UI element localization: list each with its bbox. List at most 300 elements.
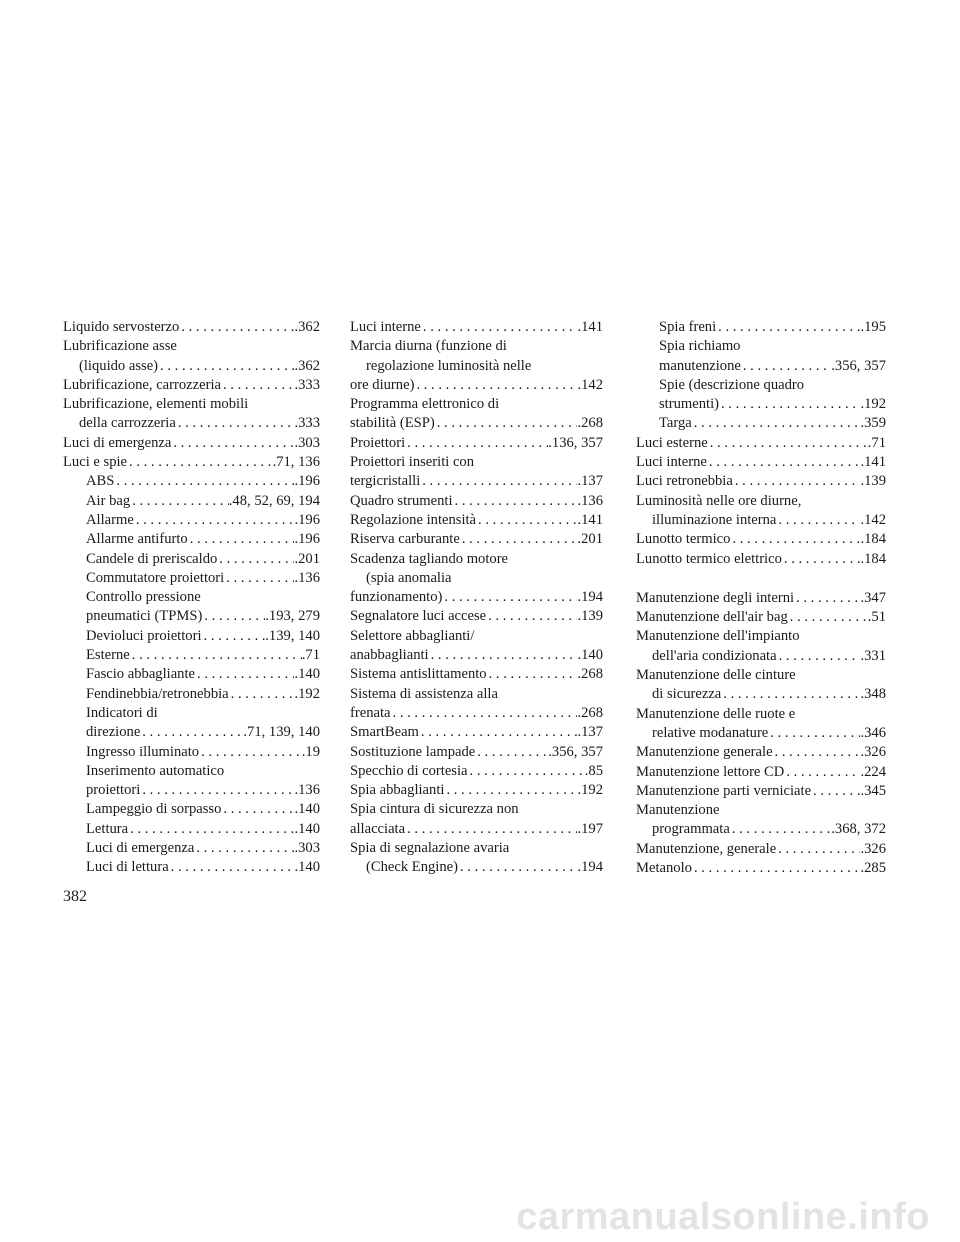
entry-line [636,434,886,453]
entry-line [350,820,603,839]
entry-line [636,840,886,859]
entry-line [63,357,320,376]
dot-leader [719,395,860,414]
entry-line [350,318,603,337]
dot-leader [442,588,577,607]
entry-term: pneumatici (TPMS) [86,608,203,625]
entry-term-line: Manutenzione delle ruote e [636,705,796,722]
entry-line [350,376,603,395]
entry-line [636,859,886,878]
page-reference: .140 [577,647,603,664]
index-subentry [636,376,886,415]
entry-term: Air bag [86,492,131,509]
entry-term-line: Scadenza tagliando motore [350,550,509,567]
entry-term: Allarme antifurto [86,531,188,548]
entry-line [86,511,320,530]
entry-line [86,492,320,511]
section-gap [636,569,886,589]
page-reference: .326 [860,840,886,857]
entry-line [63,414,320,433]
index-subentry [63,627,320,646]
dot-leader [195,665,294,684]
dot-leader [468,762,585,781]
page-reference: .141 [860,454,886,471]
page-reference: .192 [860,396,886,413]
entry-term-line: Spia di segnalazione avaria [350,840,510,857]
dot-leader [444,781,577,800]
page-reference: .356, 357 [548,743,603,760]
index-column-1 [63,318,320,878]
entry-term: anabbaglianti [350,647,429,664]
entry-term-line: Sistema di assistenza alla [350,685,498,702]
index-entry [350,453,603,492]
entry-term-line: Spia cintura di sicurezza non [350,801,519,818]
page-reference: .142 [860,511,886,528]
page-reference: .193, 279 [265,608,320,625]
entry-term: Luci di emergenza [86,840,195,857]
entry-term-line: Spie (descrizione quadro [659,376,805,393]
entry-term: Specchio di cortesia [350,762,468,779]
dot-leader [127,453,273,472]
entry-term: Manutenzione parti verniciate [636,782,812,799]
dot-leader [202,627,266,646]
page-reference: .139 [577,608,603,625]
entry-term: Lunotto termico elettrico [636,550,782,567]
page-reference: .85 [584,762,603,779]
entry-term-line: Lubrificazione, elementi mobili [63,396,249,413]
index-entry [636,627,886,666]
entry-line [63,434,320,453]
page-reference: .285 [860,860,886,877]
page-reference: .303 [294,434,320,451]
page-reference: .140 [294,820,320,837]
page-reference: .197 [577,820,603,837]
dot-leader [391,704,578,723]
entry-term-line: Selettore abbaglianti/ [350,627,475,644]
entry-line [636,763,886,782]
dot-leader [721,685,860,704]
page-reference: .192 [577,782,603,799]
entry-line [350,646,603,665]
index-entry [636,859,886,878]
dot-leader [692,414,861,433]
page-reference: .195 [860,319,886,335]
entry-term: Riserva carburante [350,531,460,548]
entry-line [63,318,320,337]
entry-term-line: (spia anomalia [366,569,452,586]
dot-leader [134,511,295,530]
index-entry [636,801,886,840]
index-entry [350,800,603,839]
index-subentry [63,820,320,839]
page-reference: .368, 372 [831,821,886,838]
dot-leader [782,550,861,569]
index-entry [636,589,886,608]
page-reference: .140 [294,801,320,818]
page-reference: .137 [577,724,603,741]
entry-line [63,453,320,472]
entry-term: allacciata [350,820,406,837]
entry-term-line: Controllo pressione [86,589,201,606]
index-subentry [63,472,320,491]
entry-term: Manutenzione lettore CD [636,763,785,780]
page-reference: .71, 139, 140 [243,724,320,741]
entry-line [350,704,603,723]
index-entry [63,453,320,472]
entry-term: ABS [86,473,115,490]
index-subentry [63,858,320,877]
entry-line [636,743,886,762]
entry-term: Commutatore proiettori [86,569,225,586]
index-entry [636,492,886,531]
index-column-2 [350,318,603,878]
dot-leader [114,472,294,491]
page-number: 382 [63,888,87,905]
entry-term-line: Manutenzione delle cinture [636,667,796,684]
index-subentry [63,492,320,511]
entry-line [636,550,886,569]
page-reference: .359 [860,415,886,432]
page-reference: .333 [294,376,320,393]
entry-line [86,665,320,684]
entry-line [636,453,886,472]
entry-line [636,782,886,801]
entry-term: Targa [659,415,692,432]
page-reference: .136, 357 [548,434,603,451]
dot-leader [130,492,229,511]
entry-term: Spia freni [659,319,717,335]
entry-term: Quadro strumenti [350,492,453,509]
index-entry [350,434,603,453]
entry-line [350,434,603,453]
page-reference: .142 [577,376,603,393]
page-reference: .347 [860,589,886,606]
dot-leader [435,414,578,433]
dot-leader [460,530,578,549]
index-entry [636,530,886,549]
entry-term-line: Spia richiamo [659,338,741,355]
entry-term: direzione [86,724,141,741]
entry-term: Sostituzione lampade [350,743,476,760]
dot-leader [476,511,577,530]
index-entry [636,453,886,472]
entry-term-line: Proiettori inseriti con [350,454,475,471]
entry-line [63,376,320,395]
page-reference: .303 [294,840,320,857]
index-entry [350,627,603,666]
entry-term: manutenzione [659,357,741,374]
index-entry [350,762,603,781]
entry-term: programmata [652,821,730,838]
entry-term: Luci di lettura [86,859,169,876]
dot-leader [458,858,577,877]
entry-line [350,472,603,491]
entry-term: Luci interne [636,454,707,471]
dot-leader [716,318,860,337]
entry-line [350,781,603,800]
page-reference: .139 [860,473,886,490]
page-reference: .268 [577,415,603,432]
entry-line [350,414,603,433]
dot-leader [140,781,294,800]
dot-leader [229,685,295,704]
entry-line [350,492,603,511]
entry-term-line: Manutenzione dell'impianto [636,628,800,645]
entry-term: Regolazione intensità [350,511,477,528]
entry-line [636,472,886,491]
entry-line [86,839,320,858]
dot-leader [221,800,294,819]
entry-line [350,511,603,530]
index-entry [636,840,886,859]
entry-term: (liquido asse) [79,357,159,374]
dot-leader [224,569,294,588]
index-subentry [63,511,320,530]
entry-term: (Check Engine) [366,859,458,876]
entry-term: illuminazione interna [652,511,777,528]
page-reference: .184 [860,550,886,567]
entry-line [350,607,603,626]
entry-term-line: Marcia diurna (funzione di [350,338,507,355]
page-reference: .71 [867,434,886,451]
entry-line [86,685,320,704]
page-reference: .48, 52, 69, 194 [228,492,320,509]
index-subentry [63,530,320,549]
entry-line [659,357,886,376]
entry-line [86,743,320,762]
entry-term: Liquido servosterzo [63,319,180,335]
entry-line [659,395,886,414]
entry-term: funzionamento) [350,589,443,606]
index-entry [350,492,603,511]
page-reference: .136 [294,782,320,799]
entry-term: strumenti) [659,396,719,413]
entry-line [350,723,603,742]
entry-term-line: Luminosità nelle ore diurne, [636,492,802,509]
dot-leader [419,723,578,742]
entry-term: stabilità (ESP) [350,415,435,432]
index-column-3 [636,318,886,878]
page-reference: .362 [294,357,320,374]
dot-leader [221,376,294,395]
page-reference: .137 [577,473,603,490]
index-entry [350,318,603,337]
page-reference: .356, 357 [831,357,886,374]
page-reference: .345 [860,782,886,799]
index-entry [350,337,603,395]
entry-line [636,608,886,627]
entry-line [86,781,320,800]
index-subentry [63,704,320,743]
entry-line [86,550,320,569]
page-reference: .136 [294,569,320,586]
entry-term-line: Programma elettronico di [350,396,500,413]
entry-line [350,530,603,549]
entry-line [86,627,320,646]
entry-term: Lubrificazione, carrozzeria [63,376,221,393]
entry-line [350,762,603,781]
entry-term: Fascio abbagliante [86,666,196,683]
entry-line [350,665,603,684]
entry-term: Manutenzione generale [636,744,773,761]
index-entry [350,550,603,608]
dot-leader [707,453,861,472]
entry-line [636,511,886,530]
entry-term: Sistema antislittamento [350,666,487,683]
entry-term-line: Lubrificazione asse [63,338,177,355]
entry-line [350,743,603,762]
dot-leader [217,550,294,569]
page-reference: .141 [577,511,603,528]
dot-leader [708,434,868,453]
entry-term: Candele di preriscaldo [86,550,218,567]
page-reference: .346 [860,724,886,741]
entry-line [86,820,320,839]
index-entry [636,608,886,627]
dot-leader [130,646,302,665]
index-entry [63,318,320,337]
entry-term: Lettura [86,820,129,837]
index-entry [350,781,603,800]
entry-term: relative modanature [652,724,769,741]
dot-leader [773,743,861,762]
dot-leader [194,839,294,858]
dot-leader [692,859,861,878]
dot-leader [140,723,243,742]
dot-leader [405,434,548,453]
index-entry [350,723,603,742]
entry-term: Luci e spie [63,454,128,471]
index-subentry [63,800,320,819]
entry-line [86,530,320,549]
dot-leader [486,607,577,626]
index-entry [636,434,886,453]
entry-term: Luci retronebbia [636,473,733,490]
entry-term: Metanolo [636,860,692,877]
index-entry [350,839,603,878]
page-reference: .139, 140 [265,627,320,644]
page-reference: .184 [860,531,886,548]
dot-leader [179,318,294,337]
dot-leader [741,357,831,376]
index-entry [636,763,886,782]
entry-line [636,820,886,839]
entry-line [659,414,886,433]
entry-term: Lunotto termico [636,531,731,548]
page-reference: .331 [860,647,886,664]
dot-leader [475,743,548,762]
dot-leader [768,724,860,743]
index-entry [636,743,886,762]
entry-term: Devioluci proiettori [86,627,202,644]
entry-term: frenata [350,704,391,721]
index-subentry [63,685,320,704]
index-entry [350,607,603,626]
entry-term: della carrozzeria [79,415,176,432]
entry-term-line: regolazione luminosità nelle [366,357,532,374]
page-reference: .196 [294,511,320,528]
dot-leader [421,318,578,337]
index-entry [350,511,603,530]
entry-line [86,858,320,877]
index-entry [63,434,320,453]
page-reference: .136 [577,492,603,509]
dot-leader [453,492,578,511]
page-reference: .140 [294,666,320,683]
entry-line [86,646,320,665]
entry-line [86,607,320,626]
page-reference: .194 [577,589,603,606]
watermark-text: carmanualsonline.info [516,1196,930,1238]
entry-term: SmartBeam [350,724,419,741]
entry-term: Manutenzione degli interni [636,589,795,606]
entry-term: Esterne [86,647,130,664]
index-entry [636,705,886,744]
entry-line [659,318,886,337]
dot-leader [128,820,294,839]
dot-leader [776,840,860,859]
dot-leader [199,743,302,762]
dot-leader [733,472,861,491]
page-reference: .326 [860,744,886,761]
page-reference: .224 [860,763,886,780]
page-reference: .196 [294,473,320,490]
index-entry [350,395,603,434]
dot-leader [158,357,294,376]
page-reference: .51 [867,609,886,626]
index-entry [350,665,603,684]
page-reference: .194 [577,859,603,876]
entry-line [636,530,886,549]
dot-leader [784,763,860,782]
index-entry [63,337,320,376]
page-reference: .348 [860,686,886,703]
page-reference: .201 [577,531,603,548]
index-entry [63,376,320,395]
dot-leader [420,472,577,491]
page-reference: .19 [301,743,320,760]
page-reference: .201 [294,550,320,567]
entry-term: Luci di emergenza [63,434,172,451]
page-reference: .71 [301,647,320,664]
index-entry [636,550,886,569]
index-subentry [636,337,886,376]
page-reference: .362 [294,319,320,335]
index-subentry [63,743,320,762]
entry-term: di sicurezza [652,686,722,703]
entry-term-line: Inserimento automatico [86,762,225,779]
dot-leader [405,820,577,839]
page-reference: .192 [294,685,320,702]
dot-leader [487,665,578,684]
dot-leader [171,434,294,453]
page-reference: .268 [577,666,603,683]
page-reference: .141 [577,319,603,335]
index-subentry [63,762,320,801]
entry-line [636,724,886,743]
dot-leader [811,782,860,801]
index-entry [63,395,320,434]
entry-term: Spia abbaglianti [350,782,445,799]
page-reference: .268 [577,704,603,721]
entry-term: Segnalatore luci accese [350,608,487,625]
dot-leader [176,414,295,433]
entry-line [86,723,320,742]
entry-line [636,589,886,608]
index-entry [636,782,886,801]
dot-leader [777,647,861,666]
index-entry [350,530,603,549]
